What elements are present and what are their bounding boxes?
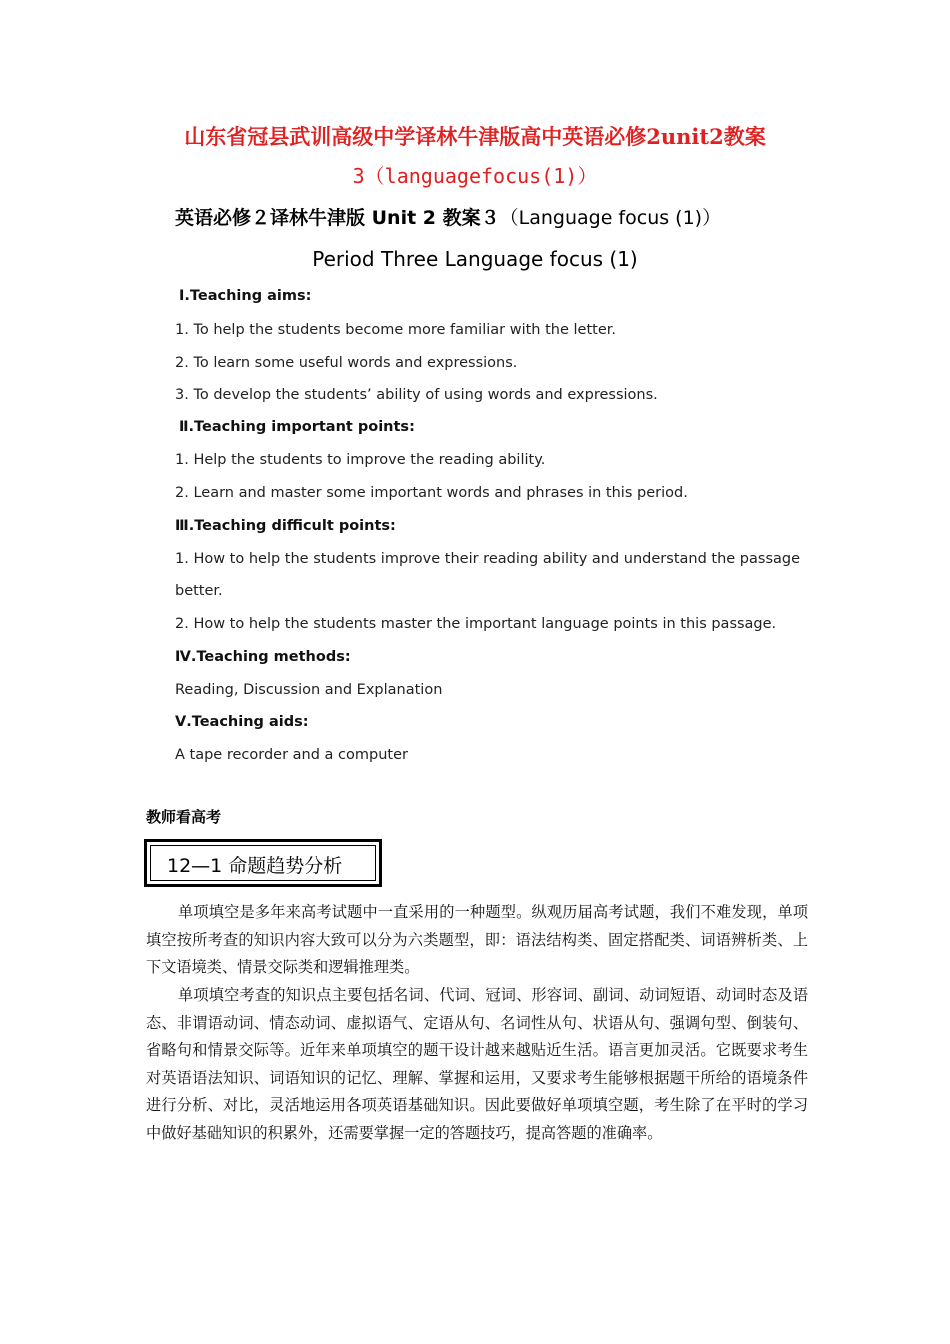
important-points-item-2: 2. Learn and master some important words and phrases in this period. <box>175 485 688 501</box>
difficult-points-item-1: 1. How to help the students improve their reading ability and understand the passage <box>175 551 801 567</box>
difficult-points-item-1-cont: better. <box>175 583 223 599</box>
boxed-heading-text: 12—1 命题趋势分析 <box>167 855 343 877</box>
document-title-line-2: 3（languagefocus(1)） <box>352 164 598 188</box>
teacher-heading: 教师看高考 <box>146 808 222 826</box>
aims-item-2: 2. To learn some useful words and expressions. <box>175 355 518 371</box>
section-heading-aims: Ⅰ.Teaching aims: <box>179 288 312 304</box>
paragraph-1: 单项填空是多年来高考试题中一直采用的一种题型。纵观历届高考试题，我们不难发现，单项填空按所考查的知识内容大致可以分为六类题型，即：语法结构类、固定搭配类、词语辨析类、上下文语境类、情景交际类和逻辑推理类。 <box>146 903 808 976</box>
boxed-heading <box>144 839 382 887</box>
section-heading-methods: Ⅳ.Teaching methods: <box>175 649 351 665</box>
methods-item-1: Reading, Discussion and Explanation <box>175 682 443 698</box>
paragraph-2: 单项填空考查的知识点主要包括名词、代词、冠词、形容词、副词、动词短语、动词时态及语态、非谓语动词、情态动词、虚拟语气、定语从句、名词性从句、状语从句、强调句型、倒装句、省略句和情景交际等。近年来单项填空的题干设计越来越贴近生活。语言更加灵活。它既要求考生对英语语法知识、词语知识的记忆、理解、掌握和运用，又要求考生能够根据题干所给的语境条件进行分析、对比，灵活地运用各项英语基础知识。因此要做好单项填空题，考生除了在平时的学习中做好基础知识的积累外，还需要掌握一定的答题技巧，提高答题的准确率。 <box>146 986 808 1142</box>
section-heading-important-points: Ⅱ.Teaching important points: <box>179 419 415 435</box>
period-title: Period Three Language focus (1) <box>312 247 638 271</box>
difficult-points-item-2: 2. How to help the students master the important language points in this passage. <box>175 616 777 632</box>
important-points-item-1: 1. Help the students to improve the reading ability. <box>175 452 546 468</box>
aims-item-1: 1. To help the students become more familiar with the letter. <box>175 322 616 338</box>
aids-item-1: A tape recorder and a computer <box>175 747 408 763</box>
section-heading-aids: Ⅴ.Teaching aids: <box>175 714 309 730</box>
lesson-subtitle-rest: （Language focus (1)） <box>499 207 722 229</box>
aims-item-3: 3. To develop the students’ ability of using words and expressions. <box>175 387 658 403</box>
section-heading-difficult-points: Ⅲ.Teaching difficult points: <box>175 518 396 534</box>
lesson-subtitle <box>175 203 721 230</box>
lesson-subtitle-bold: 英语必修２译林牛津版 Unit 2 教案３ <box>175 207 500 229</box>
document-title-line-1: 山东省冠县武训高级中学译林牛津版高中英语必修2unit2教案 <box>184 124 766 149</box>
